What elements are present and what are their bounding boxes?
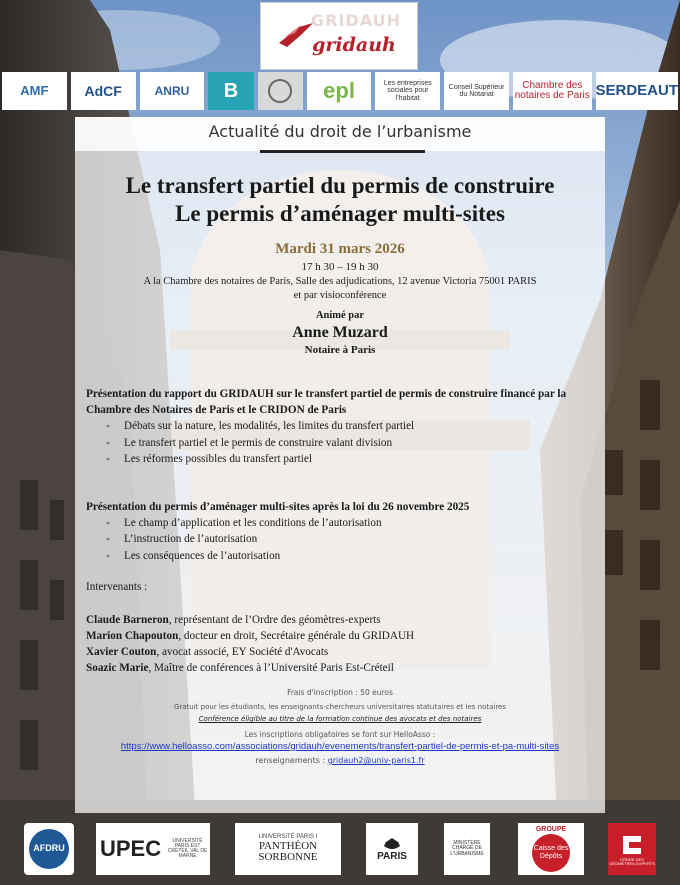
chambre-notaires-logo-label: Chambre des notaires de Paris [514,79,590,101]
esh-logo-label: Les entreprises sociales pour l'habitat [383,79,432,102]
ministere-logo [444,823,490,875]
ministere-logo-label: MINISTÈRE CHARGÉ DE L'URBANISME [450,840,484,857]
gridauh-logo [260,2,418,70]
contact-email-link[interactable]: gridauh2@univ-paris1.fr [327,756,425,765]
upec-logo-sub: UNIVERSITÉ PARIS EST CRÉTEIL VAL DE MARNE [167,837,208,860]
info-line [75,756,605,765]
seal-logo [258,72,303,110]
venue-line2: et par visioconférence [293,290,387,302]
section-rapport-heading: Présentation du rapport du GRIDAUH sur le transfert partiel de permis de construire financé par la Chambre des Notaires de Paris et le CRIDON de Paris [86,388,567,417]
event-title [75,172,605,228]
helloasso-link[interactable]: https://www.helloasso.com/associations/gridauh/evenements/transfert-partiel-de-permis-et-pa-multi-sites [120,741,560,752]
upec-logo [96,823,210,875]
serdeaut-logo-label: SERDEAUT [595,82,678,100]
speaker-entry-desc: , Maître de conférences à l’Université Paris Est-Créteil [148,661,394,674]
section-permis-heading: Présentation du permis d’aménager multi-sites après la loi du 26 novembre 2025 [86,501,470,513]
pantheon-sorbonne-sub: UNIVERSITÉ PARIS I [258,834,318,841]
caisse-depots-label: Caisse des Dépôts [532,834,570,872]
list-item: - Les conséquences de l’autorisation [106,549,281,562]
anru-logo-label: ANRU [154,83,190,98]
speaker-entry-name: Claude Barneron [86,614,169,626]
list-item-text: Les réformes possibles du transfert partiel [124,452,312,465]
speaker-entry [86,645,414,661]
ville-paris-logo [366,823,418,875]
training-text: Conférence éligible au titre de la formation continue des avocats et des notaires [198,715,482,723]
speaker-entry-desc: , représentant de l’Ordre des géomètres-experts [168,614,381,626]
paris-ship-icon [382,836,402,852]
afdru-logo [24,823,74,875]
ordre-geometres-label: ORDRE DES GÉOMÈTRES-EXPERTS [609,856,655,866]
list-item: - Les réformes possibles du transfert partiel [106,452,312,465]
seal-icon [267,78,293,104]
section-rapport [86,386,591,467]
event-date: Mardi 31 mars 2026 [275,241,405,257]
registration-text: Les inscriptions obligatoires se font sur HelloAsso : [244,730,436,739]
serdeaut-logo [596,72,678,110]
fees-text: Frais d'inscription : 50 euros [287,688,393,697]
pantheon-sorbonne-logo [235,823,341,875]
afdru-logo-label: AFDRU [33,843,65,854]
speaker-entry-name: Marion Chapouton [86,629,179,642]
animated-by-label: Animé par [315,310,365,321]
list-item-text: L’instruction de l’autorisation [124,533,258,546]
list-item-text: Le transfert partiel et le permis de construire valant division [124,436,393,449]
ordre-geometres-icon [619,832,645,858]
conseil-superieur-notariat-logo [444,72,509,110]
gridauh-arrow-icon [279,21,313,47]
list-item-text: Les conséquences de l’autorisation [124,549,281,562]
speaker-name: Anne Muzard [292,324,388,341]
free-text: Gratuit pour les étudiants, les enseignants-chercheurs universitaires statutaires et les notaires [173,703,507,711]
chambre-notaires-paris-logo [513,72,592,110]
event-title-line2: Le permis d’aménager multi-sites [175,201,505,227]
rubric-underline [260,150,425,153]
speaker-entry-name: Soazic Marie [86,661,149,674]
ordre-geometres-logo [608,823,656,875]
speaker-entry-name: Xavier Couton [86,645,157,658]
speaker-entry-desc: , docteur en droit, Secrétaire générale du GRIDAUH [178,629,415,642]
section-permis-amenager [86,499,591,564]
list-item-text: Débats sur la nature, les modalités, les limites du transfert partiel [124,420,415,433]
speaker-entry [86,661,414,677]
banque-logo [208,72,253,110]
partner-logos-row [0,70,680,112]
venue-line1: A la Chambre des notaires de Paris, Salle des adjudications, 12 avenue Victoria 75001 PARIS [143,276,537,287]
groupe-label: GROUPE [535,826,567,834]
list-item: - L’instruction de l’autorisation [106,533,258,546]
speaker-role: Notaire à Paris [304,344,376,356]
adcf-logo-label: AdCF [84,82,122,99]
adcf-logo [71,72,136,110]
list-item: - Débats sur la nature, les modalités, les limites du transfert partiel [106,420,415,433]
ville-paris-label: PARIS [377,850,407,862]
list-item: - Le champ d’application et les conditions de l’autorisation [106,517,382,530]
bottom-logos-row [0,815,680,885]
gridauh-logo-ghost-text: GRIDAUH [311,11,401,30]
rubric-title: Actualité du droit de l’urbanisme [208,122,472,141]
section-rapport-list [86,418,591,467]
speakers-list [86,613,414,677]
esh-logo [375,72,440,110]
intervenants-label: Intervenants : [86,581,148,593]
pantheon-sorbonne-label: PANTHÉON SORBONNE [258,839,318,864]
banque-logo-label: B [223,79,239,102]
speaker-entry-desc: , avocat associé, EY Société d'Avocats [156,645,329,658]
speaker-entry [86,629,414,645]
amf-logo-label: AMF [20,83,49,99]
epl-logo [307,72,372,110]
event-venue [75,275,605,303]
csn-logo-label: Conseil Supérieur du Notariat [448,83,505,98]
anru-logo [140,72,205,110]
speaker-entry [86,613,414,629]
caisse-depots-logo [518,823,584,875]
amf-logo [2,72,67,110]
upec-logo-label: UPEC [100,836,162,862]
list-item-text: Le champ d’application et les conditions de l’autorisation [124,517,382,530]
epl-logo-label: epl [323,78,355,104]
info-label: renseignements : [255,756,328,765]
section-permis-list [86,515,591,564]
gridauh-logo-text: gridauh [312,34,396,56]
event-time: 17 h 30 – 19 h 30 [301,261,379,273]
event-title-line1: Le transfert partiel du permis de construire [125,173,555,198]
list-item: - Le transfert partiel et le permis de construire valant division [106,436,393,449]
